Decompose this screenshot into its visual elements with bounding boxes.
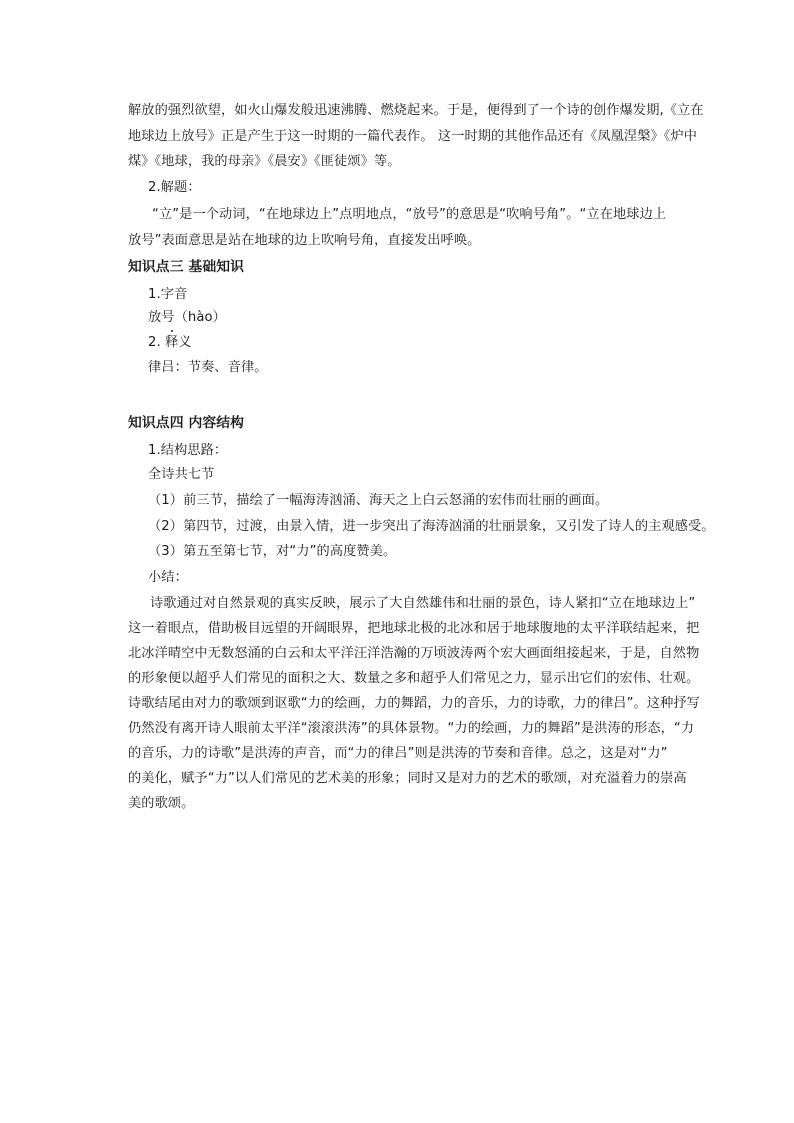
point-3: （3）第五至第七节，对“力”的高度赞美。 [148,544,397,559]
ziyin-title: 1.字音 [148,287,188,302]
xiaojie-line-1: 诗歌通过对自然景观的真实反映，展示了大自然雄伟和壮丽的景色，诗人紧扣“立在地球边上” [150,596,696,611]
xiaojie-line-9: 美的歌颂。 [128,796,195,811]
xiaojie-title: 小结： [148,570,188,585]
ziyin-item: 放号（hào） [148,310,226,325]
intro-line-1: 解放的强烈欲望，如火山爆发般迅速沸腾、燃烧起来。于是，便得到了一个诗的创作爆发期,《立在 [128,103,704,118]
intro-line-2: 地球边上放号》正是产生于这一时期的一篇代表作。 这一时期的其他作品还有《凤凰涅槃》《炉中 [128,129,698,144]
summary-line: 全诗共七节 [148,467,215,482]
xiaojie-line-2: 这一着眼点，借助极目远望的开阔眼界，把地球北极的北冰和居于地球腹地的太平洋联结起来，把 [128,621,700,636]
jieti-title: 2.解题： [148,180,201,195]
jieti-line-1: “立”是一个动词，“在地球边上”点明地点，“放号”的意思是“吹响号角”。“立在地球边上 [152,207,667,222]
xiaojie-line-3: 北冰洋晴空中无数怒涌的白云和太平洋汪洋浩瀚的万顷波涛两个宏大画面组接起来，于是，自然物 [128,646,700,661]
point-1: （1）前三节，描绘了一幅海涛汹涌、海天之上白云怒涌的宏伟而壮丽的画面。 [148,493,609,508]
shiyi-item: 律吕：节奏、音律。 [148,360,268,375]
point-2: （2）第四节，过渡，由景入情，进一步突出了海涛汹涌的壮丽景象，又引发了诗人的主观感受。 [148,519,715,534]
xiaojie-line-6: 仍然没有离开诗人眼前太平洋“滚滚洪涛”的具体景物。“力的绘画，力的舞蹈”是洪涛的形态，“力 [128,721,695,736]
section3-heading: 知识点三 基础知识 [128,259,245,275]
shiyi-title: 2. 释义 [148,335,192,350]
xiaojie-line-7: 的音乐，力的诗歌”是洪涛的声音，而“力的律吕”则是洪涛的节奏和音律。总之，这是对“力” [128,746,668,761]
jiegou-title: 1.结构思路： [148,443,228,458]
intro-line-3: 煤》《地球，我的母亲》《晨安》《匪徒颂》等。 [128,154,401,169]
xiaojie-line-8: 的美化，赋予“力”以人们常见的艺术美的形象；同时又是对力的艺术的歌颂，对充溢着力的崇高 [128,771,687,786]
xiaojie-line-5: 诗歌结尾由对力的歌颂到讴歌“力的绘画，力的舞蹈，力的音乐，力的诗歌，力的律吕”。这种抒写 [128,696,700,711]
xiaojie-line-4: 的形象便以超乎人们常见的面积之大、数量之多和超乎人们常见之力，显示出它们的宏伟、壮观。 [128,671,700,686]
jieti-line-2: 放号”表面意思是站在地球的边上吹响号角，直接发出呼唤。 [128,233,481,248]
section4-heading: 知识点四 内容结构 [128,415,245,431]
